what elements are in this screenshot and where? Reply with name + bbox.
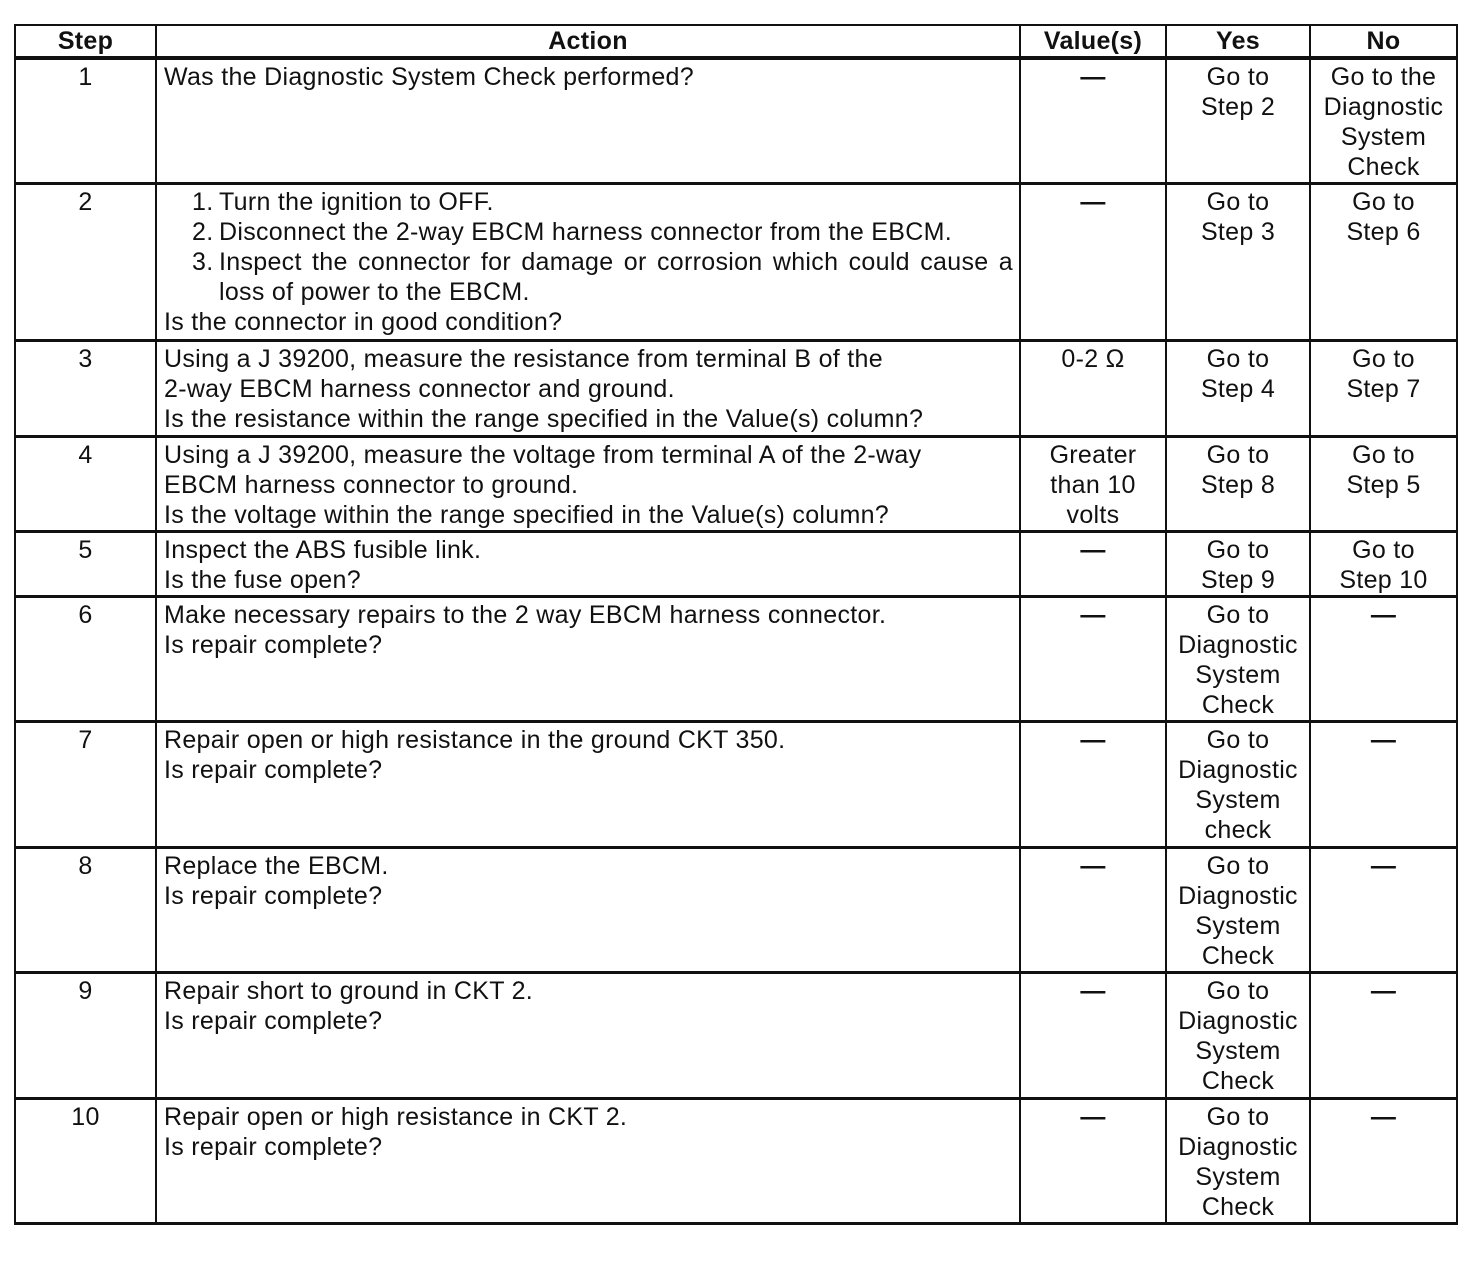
no-text: Step 6 [1346,218,1421,246]
action-cell [156,1099,1020,1224]
yes-text: System [1195,912,1281,940]
no-text: Step 7 [1346,375,1421,403]
no-cell [1310,532,1457,597]
action-text: Is repair complete? [164,882,383,910]
yes-cell [1166,341,1310,437]
yes-text: Step 4 [1200,375,1276,403]
action-text: Is the fuse open? [164,566,361,594]
yes-text: Go to [1206,536,1270,564]
value-text: — [1080,188,1106,216]
no-text: Go to [1352,536,1415,564]
header-yes: Yes [1166,25,1310,58]
action-cell [156,597,1020,722]
action-cell [156,341,1020,437]
yes-text: Check [1201,1067,1275,1095]
yes-text: Go to [1206,726,1270,754]
no-text: Step 10 [1339,566,1428,594]
action-text: Is repair complete? [164,756,383,784]
action-text: Is repair complete? [164,631,383,659]
table-row [15,437,1457,532]
action-cell [156,184,1020,341]
step-number: 3 [15,341,156,437]
yes-text: Go to [1206,441,1270,469]
no-text: — [1370,1103,1397,1131]
action-text: Replace the EBCM. [164,852,389,880]
value-text: — [1080,852,1106,880]
no-text: Go to [1352,441,1415,469]
action-step-number: 1. [192,188,214,216]
yes-cell [1166,184,1310,341]
value-text: volts [1066,501,1120,529]
no-cell [1310,58,1457,184]
table-body [15,58,1457,1224]
yes-text: check [1204,816,1272,844]
action-step-number: 3. [192,248,214,276]
value-cell [1020,722,1166,848]
step-number: 8 [15,848,156,973]
no-text: — [1370,852,1397,880]
yes-text: Go to [1206,601,1270,629]
table-row [15,597,1457,722]
yes-text: Check [1201,1193,1275,1221]
action-text: Repair open or high resistance in the ground CKT 350. [164,726,786,754]
action-step-item [192,247,1013,307]
table-row [15,58,1457,184]
table-row [15,341,1457,437]
value-text: Greater [1049,441,1137,469]
yes-text: Go to [1206,188,1270,216]
action-step-list [164,187,1013,307]
action-step-text: Turn the ignition to OFF. [219,188,494,216]
yes-text: Check [1201,691,1275,719]
diagnostic-table [14,24,1458,1225]
yes-text: Go to [1206,1103,1270,1131]
action-text: Inspect the ABS fusible link. [164,536,482,564]
value-text: than 10 [1050,471,1136,499]
yes-cell [1166,1099,1310,1224]
yes-cell [1166,597,1310,722]
yes-cell [1166,532,1310,597]
no-text: — [1370,977,1397,1005]
action-text: 2-way EBCM harness connector and ground. [164,375,675,403]
action-text: Repair open or high resistance in CKT 2. [164,1103,628,1131]
no-cell [1310,597,1457,722]
yes-text: Step 2 [1200,93,1276,121]
yes-text: Check [1201,942,1275,970]
header-values: Value(s) [1020,25,1166,58]
no-cell [1310,1099,1457,1224]
value-cell [1020,973,1166,1099]
value-cell [1020,341,1166,437]
header-step: Step [15,25,156,58]
value-cell [1020,532,1166,597]
action-text: Make necessary repairs to the 2 way EBCM harness connector. [164,601,887,629]
no-text: Check [1347,153,1420,181]
yes-text: Diagnostic [1178,631,1298,659]
action-cell [156,58,1020,184]
yes-text: Diagnostic [1178,1133,1298,1161]
table-row [15,184,1457,341]
step-number: 9 [15,973,156,1099]
value-cell [1020,184,1166,341]
yes-text: System [1195,1163,1281,1191]
value-text: — [1080,601,1106,629]
action-text: EBCM harness connector to ground. [164,471,579,499]
value-cell [1020,437,1166,532]
table-row [15,973,1457,1099]
yes-text: Go to [1206,852,1270,880]
step-number: 6 [15,597,156,722]
action-cell [156,973,1020,1099]
action-step-text: Disconnect the 2-way EBCM harness connector from the EBCM. [219,218,952,246]
no-text: Go to [1352,345,1415,373]
value-text: — [1080,63,1106,91]
yes-cell [1166,973,1310,1099]
action-text: Using a J 39200, measure the voltage from terminal A of the 2-way [164,441,922,469]
yes-cell [1166,58,1310,184]
action-step-text: Inspect the connector for damage or corrosion which could cause a loss of power to the EBCM. [219,248,1013,306]
no-cell [1310,341,1457,437]
value-cell [1020,848,1166,973]
step-number: 1 [15,58,156,184]
action-cell [156,532,1020,597]
yes-text: Step 8 [1200,471,1276,499]
step-number: 10 [15,1099,156,1224]
value-cell [1020,597,1166,722]
action-text: Is the connector in good condition? [164,308,563,336]
no-text: Diagnostic [1323,93,1444,121]
no-text: Go to [1352,188,1415,216]
action-cell [156,722,1020,848]
action-step-number: 2. [192,218,214,246]
action-cell [156,437,1020,532]
yes-cell [1166,437,1310,532]
value-text: — [1080,536,1106,564]
action-text: Is repair complete? [164,1007,383,1035]
yes-text: Go to [1206,977,1270,1005]
no-text: — [1370,601,1397,629]
value-cell [1020,58,1166,184]
yes-text: System [1195,661,1281,689]
action-step-item [192,217,1013,247]
action-text: Was the Diagnostic System Check performed? [164,63,694,91]
no-text: Go to the [1330,63,1437,91]
no-cell [1310,722,1457,848]
no-cell [1310,973,1457,1099]
no-cell [1310,184,1457,341]
value-cell [1020,1099,1166,1224]
table-row [15,532,1457,597]
yes-text: System [1195,786,1281,814]
step-number: 2 [15,184,156,341]
table-row [15,722,1457,848]
yes-text: Go to [1206,345,1270,373]
action-text: Repair short to ground in CKT 2. [164,977,534,1005]
value-text: 0-2 Ω [1061,345,1125,373]
diagnostic-table-container [14,24,1458,1225]
action-text: Is repair complete? [164,1133,383,1161]
yes-cell [1166,722,1310,848]
action-step-item [192,187,1013,217]
header-no: No [1310,25,1457,58]
value-text: — [1080,726,1106,754]
value-text: — [1080,977,1106,1005]
table-row [15,1099,1457,1224]
yes-text: Step 9 [1200,566,1276,594]
header-row [15,25,1457,58]
yes-text: Diagnostic [1178,1007,1298,1035]
no-text: — [1370,726,1397,754]
action-text: Is the voltage within the range specified in the Value(s) column? [164,501,889,529]
yes-text: Diagnostic [1178,756,1298,784]
no-cell [1310,437,1457,532]
no-text: Step 5 [1346,471,1421,499]
no-cell [1310,848,1457,973]
no-text: System [1340,123,1427,151]
table-row [15,848,1457,973]
yes-text: Go to [1206,63,1270,91]
action-text: Using a J 39200, measure the resistance from terminal B of the [164,345,883,373]
yes-cell [1166,848,1310,973]
step-number: 7 [15,722,156,848]
step-number: 5 [15,532,156,597]
yes-text: Step 3 [1200,218,1276,246]
yes-text: Diagnostic [1178,882,1298,910]
value-text: — [1080,1103,1106,1131]
header-action: Action [156,25,1020,58]
action-text: Is the resistance within the range specified in the Value(s) column? [164,405,924,433]
action-cell [156,848,1020,973]
step-number: 4 [15,437,156,532]
yes-text: System [1195,1037,1281,1065]
